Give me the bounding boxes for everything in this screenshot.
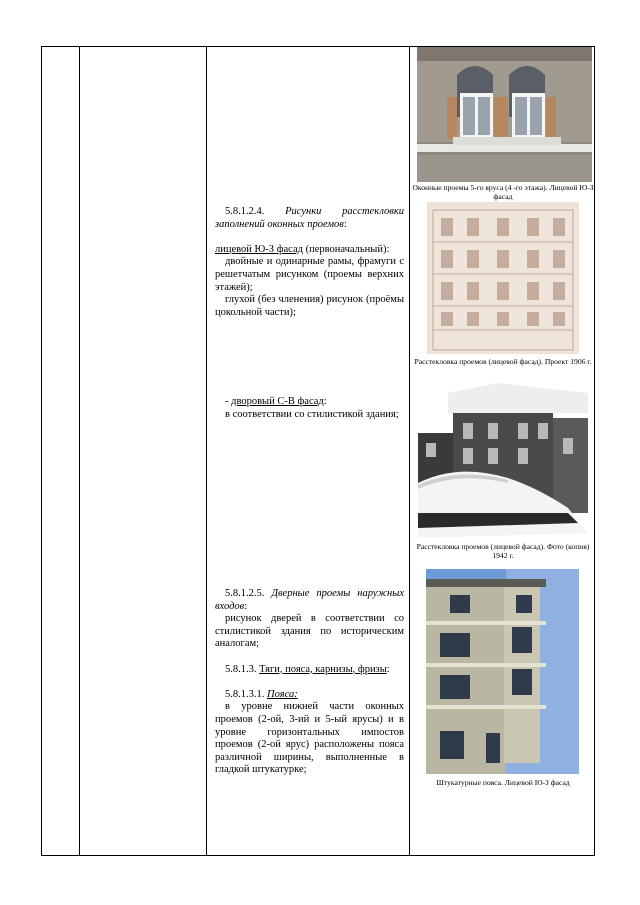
section-title: Дверные проемы наружных входов	[215, 588, 404, 612]
document-table	[41, 46, 595, 856]
section-number: 5.8.1.3.1.	[225, 688, 265, 700]
section-title: Пояса:	[267, 688, 298, 700]
windows-photo	[417, 47, 592, 182]
section-title: Рисунки расстекловки заполнений оконных проемов	[215, 206, 404, 230]
list-item: рисунок дверей в соответствии со стилистикой здания по историческим аналогам;	[215, 613, 404, 650]
colon: :	[343, 218, 347, 230]
section-window-glazing	[215, 206, 404, 319]
project-drawing	[427, 202, 579, 354]
photo-caption: Расстекловка проемов (лицевой фасад). Фото (копия) 1942 г.	[416, 542, 590, 560]
list-item: в соответствии со стилистикой здания;	[225, 408, 399, 420]
colon: :	[386, 663, 390, 675]
section-title: Тяги, пояса, карнизы, фризы	[259, 663, 387, 675]
list-item: в уровне нижней части оконных проемов (2-ой, 3-ий и 5-ый ярусы) и в уровне горизонтальных импостов проемов (2-ой ярус) расположены пояса различной ширины, выполненные в гладкой штукатурке;	[215, 701, 404, 776]
photo-caption: Оконные проемы 5-го яруса (4 -го этажа). Лицевой Ю-З фасад	[412, 183, 594, 201]
archive-photo-1942	[418, 383, 588, 538]
photo-column	[411, 47, 595, 855]
column-divider	[206, 47, 207, 855]
section-number: 5.8.1.2.4.	[225, 206, 265, 217]
facade-note: (первоначальный):	[305, 243, 390, 255]
section-number: 5.8.1.2.5.	[225, 588, 265, 599]
section-entrance-doors	[215, 588, 404, 777]
text-column	[208, 47, 408, 855]
section-courtyard-facade	[215, 396, 404, 421]
colon: :	[323, 396, 327, 407]
facade-heading: лицевой Ю-З фасад	[215, 243, 303, 255]
column-divider	[79, 47, 80, 855]
list-item: глухой (без членения) рисунок (проёмы цокольной части);	[215, 294, 404, 318]
photo-caption: Расстекловка проемов (лицевой фасад). Проект 1906 г.	[414, 357, 592, 366]
facade-belts-photo	[426, 569, 579, 774]
dash: -	[225, 396, 232, 407]
photo-caption: Штукатурные пояса. Лицевой Ю-З фасад	[436, 778, 570, 787]
facade-heading: дворовый С-В фасад	[231, 396, 324, 407]
list-item: двойные и одинарные рамы, фрамуги с решетчатым рисунком (проемы верхних этажей);	[215, 256, 404, 293]
section-number: 5.8.1.3.	[225, 663, 257, 675]
column-divider	[409, 47, 410, 855]
colon: :	[244, 600, 248, 612]
